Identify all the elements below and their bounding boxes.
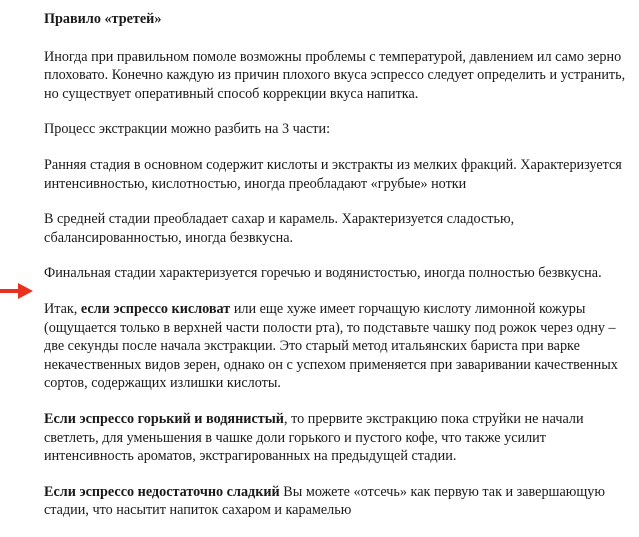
paragraph-bold-phrase: Если эспрессо горький и водянистый — [44, 410, 284, 427]
document-page — [44, 10, 629, 537]
paragraph-early-stage: Ранняя стадия в основном содержит кислоты и экстракты из мелких фракций. Характеризуется интенсивностью, кислотностью, иногда преобладают «грубые» нотки — [44, 156, 622, 192]
paragraph-intro: Иногда при правильном помоле возможны проблемы с температурой, давлением ил само зерно плоховато. Конечно каждую из причин плохого вкуса эспрессо следует определить и устранить, но существует оперативный способ коррекции вкуса напитка. — [44, 48, 626, 102]
paragraph-body-text: или еще хуже имеет горчащую кислоту лимонной кожуры (ощущается только в верхней части полости рта), то подставьте чашку под рожок через одну – две секунды после начала экстракции. Это старый метод итальянских бариста при варке некачественных видов зерен, однако он с успехом применяется при заваривании качественных сортов, содержащих излишки кислоты. — [44, 300, 618, 392]
paragraph-not-sweet-espresso — [44, 483, 629, 520]
paragraph-bold-phrase: если эспрессо кисловат — [80, 300, 231, 317]
paragraph-lead-text: Итак, — [44, 300, 81, 317]
paragraph-bold-phrase: Если эспрессо недостаточно сладкий — [44, 483, 280, 500]
document-title: Правило «третей» — [44, 11, 162, 27]
paragraph-sour-espresso — [44, 300, 629, 393]
paragraph-final-stage: Финальная стадии характеризуется горечью и водянистостью, иногда полностью безвкусна. — [44, 265, 602, 282]
paragraph-bitter-espresso — [44, 410, 629, 466]
paragraph-body-text: , то прервите экстракцию пока струйки не начали светлеть, для уменьшения в чашке доли горького и пустого кофе, что также усилит интенсивность ароматов, экстрагированных на предыдущей стадии. — [44, 410, 584, 465]
paragraph-middle-stage: В средней стадии преобладает сахар и карамель. Характеризуется сладостью, сбалансированностью, иногда безвкусна. — [44, 211, 515, 246]
red-arrow-icon — [0, 281, 34, 301]
paragraph-stages-heading: Процесс экстракции можно разбить на 3 части: — [44, 121, 331, 138]
paragraph-body-text: Вы можете «отсечь» как первую так и завершающую стадии, что насытит напиток сахаром и карамелью — [44, 483, 605, 519]
